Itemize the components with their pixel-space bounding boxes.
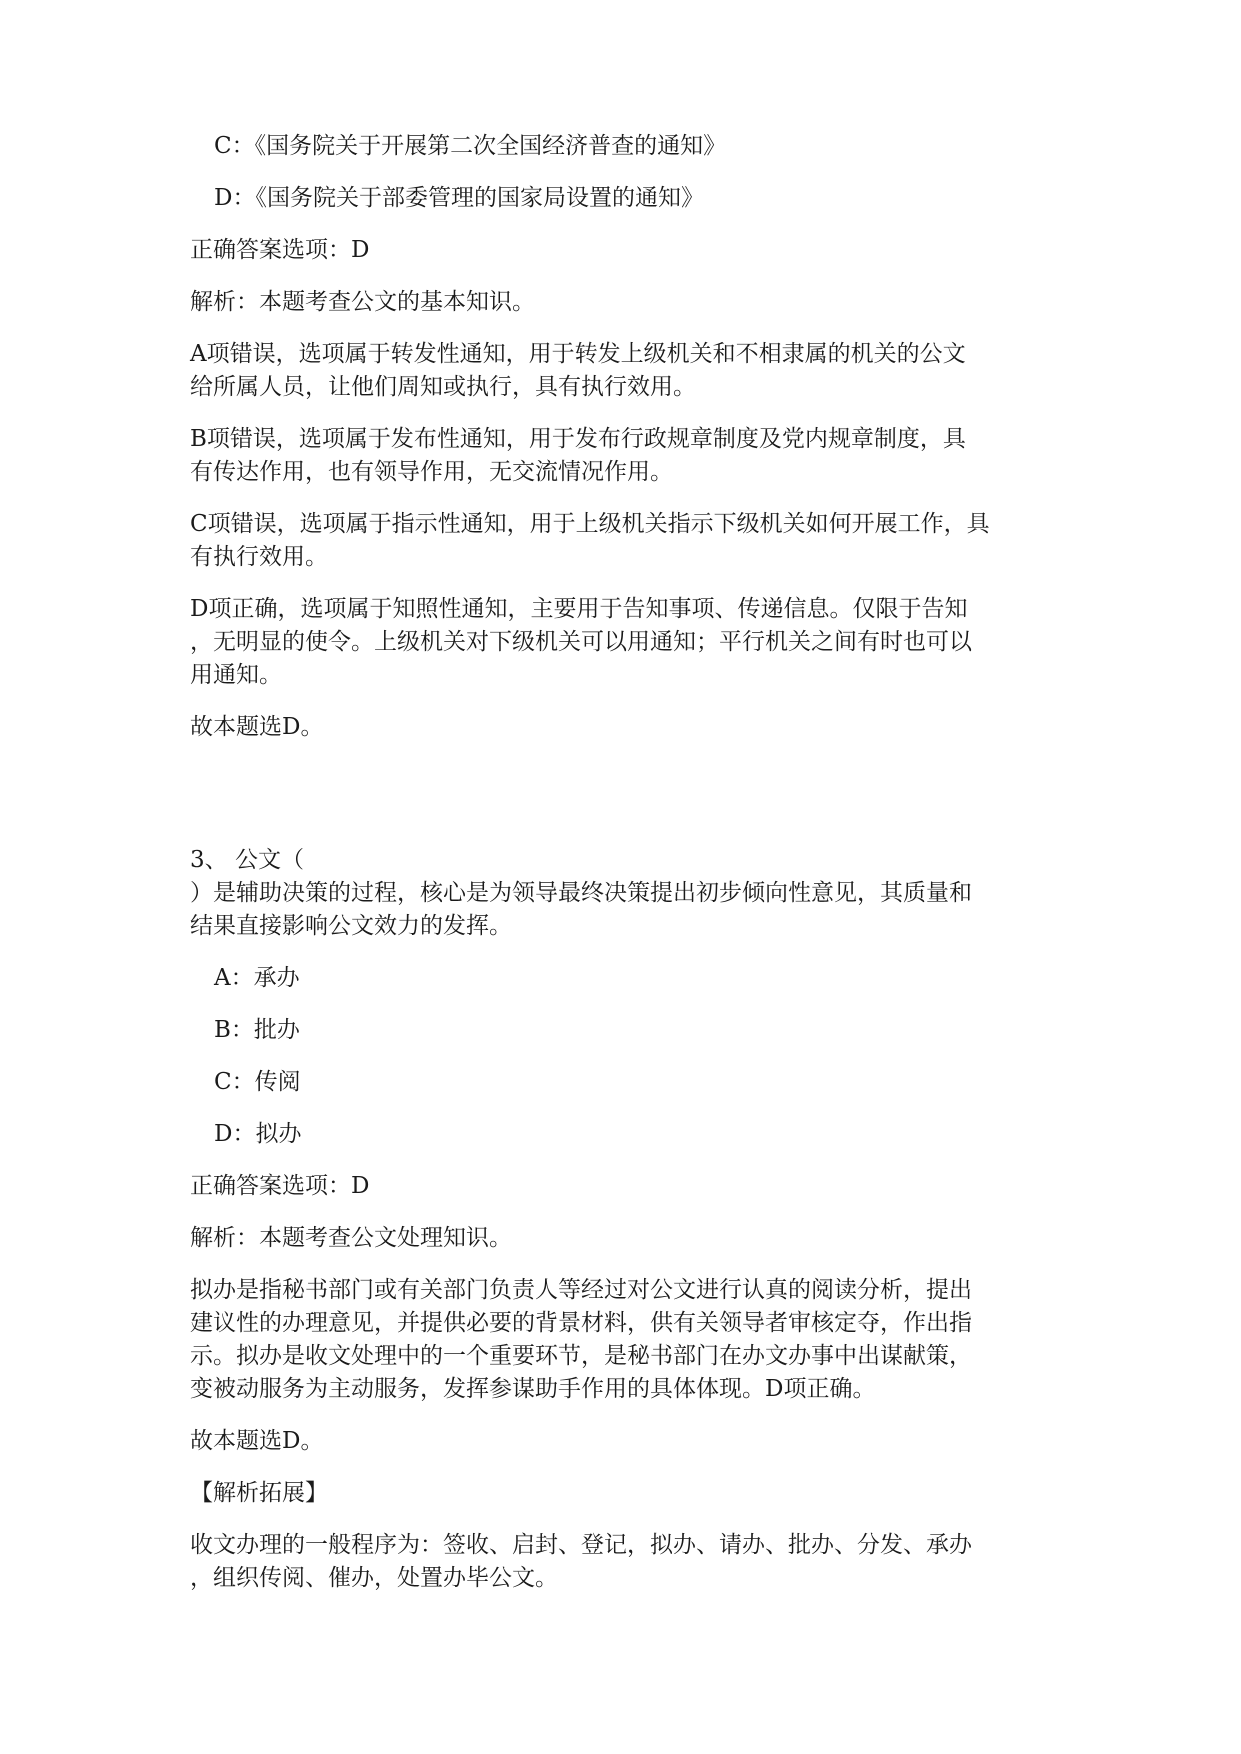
text-line: 建议性的办理意见，并提供必要的背景材料，供有关领导者审核定夺，作出指	[190, 1310, 972, 1336]
text-line: 用通知。	[190, 662, 282, 688]
text-line: ，组织传阅、催办，处置办毕公文。	[190, 1565, 558, 1591]
q2-option-c: C：《国务院关于开展第二次全国经济普查的通知》	[214, 133, 727, 159]
text-line: 收文办理的一般程序为：签收、启封、登记，拟办、请办、批办、分发、承办	[190, 1532, 972, 1558]
q3-analysis-body	[190, 1274, 1060, 1406]
q3-conclusion: 故本题选D。	[190, 1428, 324, 1454]
text-line: 变被动服务为主动服务，发挥参谋助手作用的具体体现。D项正确。	[190, 1376, 876, 1402]
text-line: 有传达作用，也有领导作用，无交流情况作用。	[190, 459, 673, 485]
text-line: 给所属人员，让他们周知或执行，具有执行效用。	[190, 374, 696, 400]
text-line: 有执行效用。	[190, 544, 328, 570]
text-line: ，无明显的使令。上级机关对下级机关可以用通知；平行机关之间有时也可以	[190, 629, 972, 655]
text-line: C项错误，选项属于指示性通知，用于上级机关指示下级机关如何开展工作，具	[190, 511, 990, 537]
question-number: 3、 公文（	[190, 847, 304, 873]
q3-extension-body	[190, 1529, 1060, 1595]
text-line: 示。拟办是收文处理中的一个重要环节，是秘书部门在办文办事中出谋献策，	[190, 1343, 972, 1369]
q3-option-a: A：承办	[214, 965, 300, 991]
text-line: D项正确，选项属于知照性通知，主要用于告知事项、传递信息。仅限于告知	[190, 596, 968, 622]
q3-option-d: D：拟办	[214, 1121, 302, 1147]
q3-analysis-title: 解析：本题考查公文处理知识。	[190, 1225, 512, 1251]
q2-conclusion: 故本题选D。	[190, 714, 324, 740]
q3-answer: 正确答案选项：D	[190, 1173, 370, 1199]
text-line: ）是辅助决策的过程，核心是为领导最终决策提出初步倾向性意见，其质量和	[190, 880, 972, 906]
text-line: 拟办是指秘书部门或有关部门负责人等经过对公文进行认真的阅读分析，提出	[190, 1277, 972, 1303]
q2-option-d: D：《国务院关于部委管理的国家局设置的通知》	[214, 185, 704, 211]
document-page	[190, 130, 1060, 1595]
q3-option-c: C：传阅	[214, 1069, 301, 1095]
q2-answer: 正确答案选项：D	[190, 237, 370, 263]
q2-analysis-d	[190, 593, 1060, 692]
q3-extension-title: 【解析拓展】	[190, 1480, 328, 1506]
q3-stem	[190, 844, 1060, 943]
q2-analysis-a	[190, 338, 1060, 404]
q2-analysis-b	[190, 423, 1060, 489]
text-line: A项错误，选项属于转发性通知，用于转发上级机关和不相隶属的机关的公文	[190, 341, 966, 367]
q2-analysis-c	[190, 508, 1060, 574]
text-line: 结果直接影响公文效力的发挥。	[190, 913, 512, 939]
text-line: B项错误，选项属于发布性通知，用于发布行政规章制度及党内规章制度，具	[190, 426, 966, 452]
q3-option-b: B：批办	[214, 1017, 300, 1043]
q2-analysis-title: 解析：本题考查公文的基本知识。	[190, 289, 535, 315]
